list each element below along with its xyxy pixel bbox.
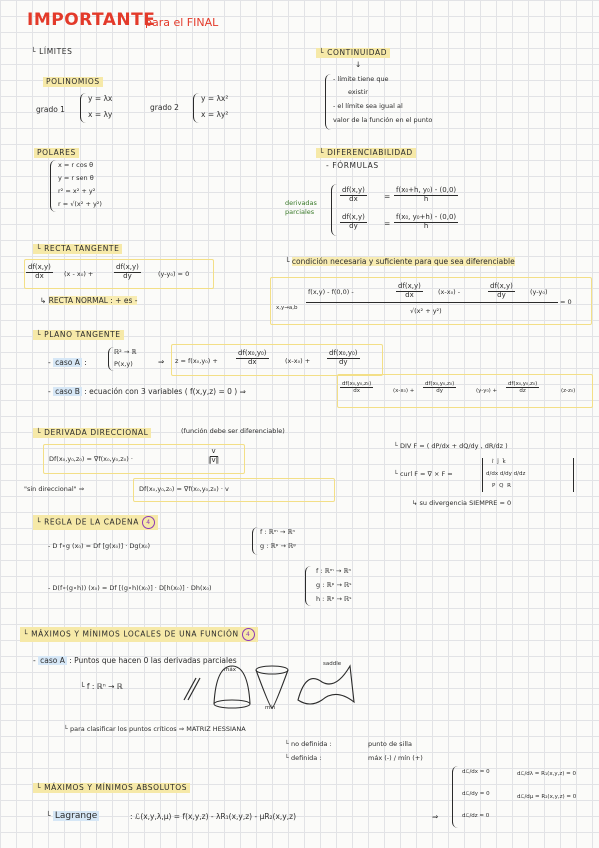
direccional-vfrac: v ‖v‖ — [208, 447, 220, 464]
condicion-box — [270, 277, 592, 325]
grado2-brace — [193, 93, 199, 123]
recta-end: (y-y₀) = 0 — [158, 270, 190, 278]
parciales-label: parciales — [285, 208, 315, 216]
saddle-label: saddle — [323, 661, 342, 667]
maxmin-heading: └ MÁXIMOS Y MÍNIMOS LOCALES DE UNA FUNCIÓN 4 — [20, 627, 258, 642]
grado1-eq1: y = λx — [88, 94, 113, 103]
casoA-frac2: df(x₀,y₀) dy — [329, 349, 358, 366]
continuidad-line3: - el límite sea igual al — [333, 102, 403, 110]
continuidad-line2: existir — [348, 88, 368, 96]
maxmin-func: └ f : ℝⁿ → ℝ — [80, 682, 123, 691]
grado2-eq1: y = λx² — [201, 94, 229, 103]
derivadas-label: derivadas — [285, 199, 317, 207]
cadena-heading: └ REGLA DE LA CADENA 4 — [33, 515, 158, 530]
cadena-eq1-b2: g : ℝᵖ → ℝᵍ — [260, 542, 296, 550]
polar-eq3: r² = x² + y² — [58, 187, 96, 195]
casoB-frac3: df(x₀,y₀,z₀) dz — [508, 381, 538, 395]
lagrange-eq: : ℒ(x,y,λ,μ) = f(x,y,z) - λR₁(x,y,z) - μR₂(x,y,z) — [130, 812, 296, 821]
recta-normal: ↳ RECTA NORMAL : + es - — [40, 296, 138, 305]
casoB-frac2: df(x₀,y₀,z₀) dy — [425, 381, 455, 395]
polinomios-heading: POLINOMIOS — [43, 77, 103, 87]
saddle-surface — [298, 666, 354, 704]
polares-brace — [50, 160, 56, 212]
grado1-brace — [80, 93, 86, 123]
curl-formula: └ curl F = ∇ × F = — [394, 470, 453, 478]
max-label: máx — [224, 667, 236, 673]
casoB-t1: (x-x₀) + — [393, 388, 415, 394]
max-base — [214, 700, 250, 708]
casoA-z: z = f(x₀,y₀) + — [175, 357, 218, 365]
recta-mid: (x - x₀) + — [64, 270, 94, 278]
polar-eq4: r = √(x² + y²) — [58, 200, 102, 208]
page-subtitle: para el FINAL — [145, 16, 219, 29]
dfdx-fraction: df(x,y) dx — [342, 186, 365, 203]
grado1-label: grado 1 — [36, 105, 65, 114]
derivadas-brace — [331, 184, 337, 236]
plano-tangente-heading: └ PLANO TANGENTE — [33, 330, 124, 340]
casoA-mid: (x-x₀) + — [285, 357, 311, 365]
grado2-eq2: x = λy² — [201, 110, 229, 119]
condicion-den: √(x² + y²) — [410, 307, 442, 315]
lagrange-d3: dℒ/dz = 0 — [462, 813, 490, 819]
condicion-text: └ condición necesaria y suficiente para que sea diferenciable — [285, 257, 515, 266]
min-rim — [256, 666, 288, 674]
curl-matrix-row2: d/dx d/dy d/dz — [486, 471, 526, 477]
recta-frac2: df(x,y) dy — [116, 263, 139, 280]
definida-val: máx (-) / mín (+) — [368, 754, 423, 762]
casoB-t3: (z-z₀) — [561, 388, 576, 394]
recta-tangente-heading: └ RECTA TANGENTE — [33, 244, 122, 254]
cadena-eq2-b1: f : ℝᵐ → ℝⁿ — [316, 567, 352, 575]
curl-matrix-row1: î ĵ k̂ — [492, 459, 507, 465]
definida: └ definida : — [285, 754, 322, 762]
continuidad-heading: └ CONTINUIDAD — [316, 48, 390, 58]
cadena-eq1-brace — [252, 527, 258, 555]
condicion-end: (y-y₀) — [530, 288, 548, 296]
equals-sign: = — [384, 219, 391, 228]
direccional-eq2: Df(x₀,y₀,z₀) = ∇f(x₀,y₀,z₀) · v — [139, 485, 229, 493]
recta-frac1: df(x,y) dx — [28, 263, 51, 280]
page-title: IMPORTANTE — [27, 10, 156, 30]
lagrange-r2: dℒ/dμ = R₂(x,y,z) = 0 — [517, 794, 577, 800]
lagrange-d2: dℒ/dy = 0 — [462, 791, 490, 797]
direccional-heading: └ DERIVADA DIRECCIONAL — [33, 428, 151, 438]
lagrange-brace — [452, 766, 458, 828]
diferenciabilidad-heading: └ DIFERENCIABILIDAD — [316, 148, 416, 158]
clasificar-text: └ para clasificar los puntos críticos ⇒ MATRIZ HESSIANA — [64, 725, 246, 733]
dfdy-fraction: df(x,y) dy — [342, 213, 365, 230]
polares-heading: POLARES — [34, 148, 79, 158]
cadena-eq1: - D f∘g (x₀) = Df [g(x₀)] · Dg(x₀) — [48, 542, 151, 550]
cadena-eq2-b3: h : ℝᵖ → ℝˢ — [316, 595, 352, 603]
casoA-frac1: df(x₀,y₀) dx — [238, 349, 267, 366]
continuidad-line4: valor de la función en el punto — [333, 116, 433, 124]
limit-subscript: x,y→a,b — [276, 305, 298, 311]
maxmin-badge: 4 — [242, 628, 255, 641]
casoA-label: - caso A : — [48, 358, 87, 367]
cadena-eq1-b1: f : ℝᵐ → ℝⁿ — [260, 528, 296, 536]
curl-matrix-row3: P Q R — [492, 483, 512, 489]
absolutos-heading: └ MÁXIMOS Y MÍNIMOS ABSOLUTOS — [33, 783, 190, 793]
condicion-frac2: df(x,y) dy — [490, 282, 513, 299]
grado2-label: grado 2 — [150, 103, 179, 112]
casoA-arrow: ⇒ — [158, 357, 165, 366]
casoA-b2: P(x,y) — [114, 360, 133, 368]
cadena-eq2: - D(f∘(g∘h)) (x₀) = Df [(g∘h)(x₀)] · D[h(x₀)] · Dh(x₀) — [48, 584, 212, 592]
condicion-result: = 0 — [560, 298, 572, 306]
lagrange-arrow: ⇒ — [432, 812, 439, 821]
polar-eq1: x = r cos θ — [58, 161, 94, 169]
casoA-b1: ℝ² → ℝ — [114, 348, 137, 356]
direccional-note: (función debe ser diferenciable) — [181, 427, 285, 435]
div-note: ↳ su divergencia SIEMPRE = 0 — [412, 499, 512, 507]
direccional-eq1: Df(x₀,y₀,z₀) = ∇f(x₀,y₀,z₀) · — [49, 455, 133, 463]
no-definida-val: punto de silla — [368, 740, 412, 748]
lagrange-label: └ Lagrange — [46, 811, 98, 821]
condicion-num-a: f(x,y) - f(0,0) - — [308, 288, 354, 296]
lagrange-d1: dℒ/dx = 0 — [462, 769, 490, 775]
div-formula: └ DIV F = ( dP/dx + dQ/dy , dR/dz ) — [394, 442, 508, 450]
cadena-eq2-b2: g : ℝᵖ → ℝˢ — [316, 581, 352, 589]
casoB-box — [337, 374, 593, 408]
casoB-frac1: df(x₀,y₀,z₀) dx — [342, 381, 372, 395]
grado1-eq2: x = λy — [88, 110, 113, 119]
casoB-t2: (y-y₀) + — [476, 388, 498, 394]
min-surface — [256, 670, 288, 708]
continuidad-arrow: ↓ — [355, 60, 362, 69]
no-definida: └ no definida : — [285, 740, 332, 748]
equals-sign: = — [384, 192, 391, 201]
polar-eq2: y = r sen θ — [58, 174, 94, 182]
continuidad-brace — [325, 74, 331, 130]
condicion-mid: (x-x₀) - — [438, 288, 461, 296]
cadena-badge: 4 — [142, 516, 155, 529]
limites-heading: └ LÍMITES — [31, 47, 73, 56]
continuidad-line1: - límite tiene que — [333, 75, 389, 83]
condicion-frac1: df(x,y) dx — [398, 282, 421, 299]
condicion-fraction-bar — [306, 302, 558, 303]
dfdy-rhs-fraction: f(x₀, y₀+h) - (0,0) h — [396, 213, 457, 230]
maxmin-casoA: - caso A : Puntos que hacen 0 las derivadas parciales — [33, 656, 237, 665]
min-label: mín — [265, 705, 276, 711]
casoB-line: - caso B : ecuación con 3 variables ( f(x,y,z) = 0 ) ⇒ — [48, 387, 246, 396]
sin-direccional: "sin direccional" ⇒ — [24, 485, 85, 493]
formulas-label: - FÓRMULAS — [326, 161, 379, 170]
dfdx-rhs-fraction: f(x₀+h, y₀) - (0,0) h — [396, 186, 457, 203]
cadena-eq2-brace — [305, 566, 311, 606]
lagrange-r1: dℒ/dλ = R₁(x,y,z) = 0 — [517, 771, 576, 777]
